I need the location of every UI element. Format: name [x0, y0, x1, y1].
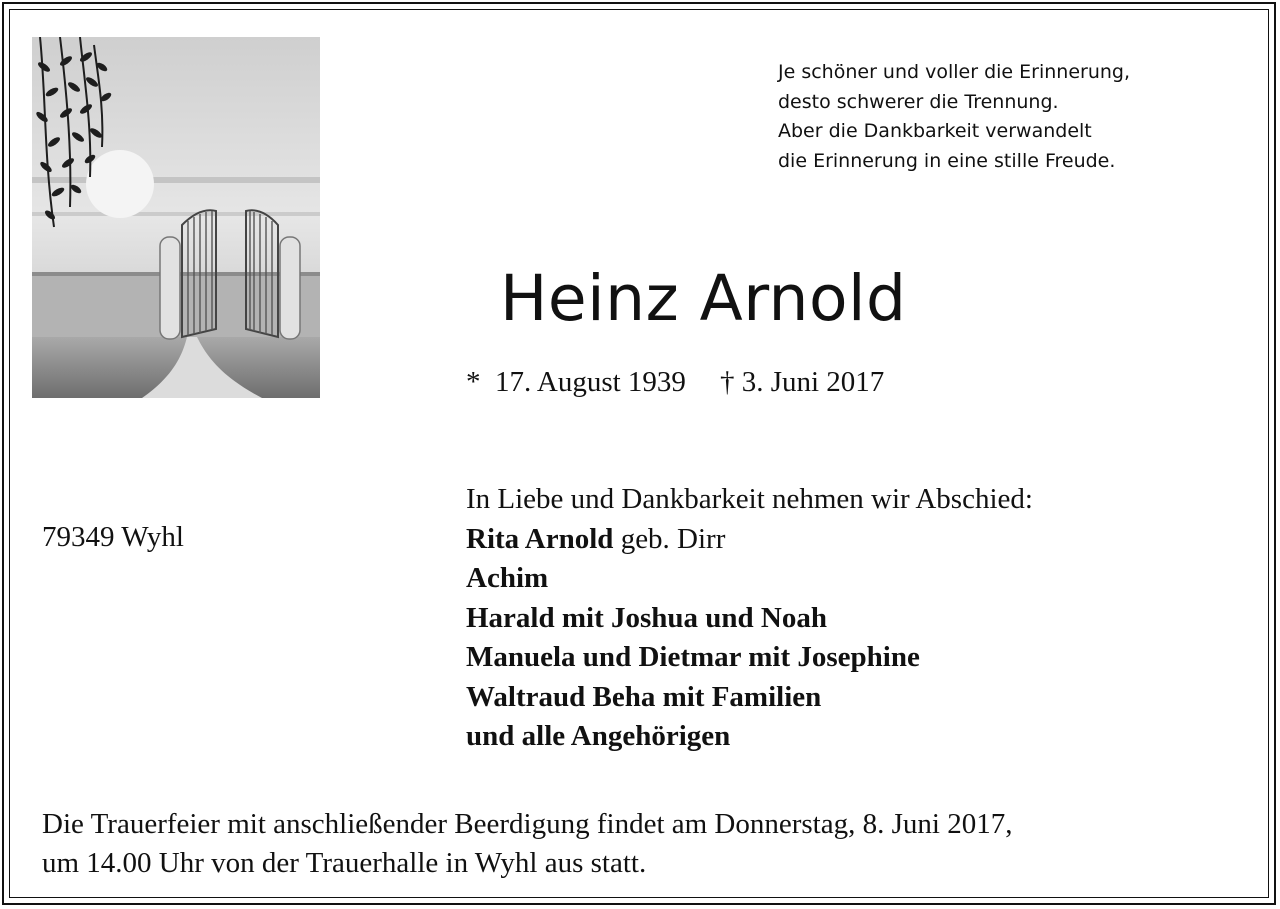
- notice-line: um 14.00 Uhr von der Trauerhalle in Wyhl aus statt.: [42, 847, 647, 879]
- mourners-intro: In Liebe und Dankbarkeit nehmen wir Abschied:: [466, 483, 1033, 515]
- death-date: 3. Juni 2017: [741, 366, 885, 398]
- memorial-quote: [778, 58, 1248, 176]
- funeral-notice: [42, 805, 1242, 883]
- mourners-list: [466, 480, 1033, 757]
- list-item: [466, 520, 1033, 560]
- mourner-name: Rita Arnold: [466, 522, 614, 555]
- list-item: und alle Angehörigen: [466, 720, 731, 752]
- location: 79349 Wyhl: [42, 521, 184, 553]
- death-symbol: †: [719, 366, 735, 398]
- life-dates: [466, 366, 884, 399]
- notice-line: Die Trauerfeier mit anschließender Beerdigung findet am Donnerstag, 8. Juni 2017,: [42, 808, 1013, 840]
- memorial-image-gate: [32, 37, 320, 398]
- quote-line: Je schöner und voller die Erinnerung,: [778, 61, 1131, 83]
- birth-symbol: *: [466, 366, 481, 398]
- list-item: Waltraud Beha mit Familien: [466, 680, 822, 713]
- quote-line: die Erinnerung in eine stille Freude.: [778, 149, 1116, 172]
- deceased-name: Heinz Arnold: [500, 262, 907, 335]
- birth-date: 17. August 1939: [495, 366, 686, 398]
- mourner-maiden-name: geb. Dirr: [613, 522, 726, 555]
- quote-line: Aber die Dankbarkeit verwandelt: [778, 120, 1092, 142]
- quote-line: desto schwerer die Trennung.: [778, 90, 1059, 113]
- list-item: Achim: [466, 562, 549, 594]
- list-item: Harald mit Joshua und Noah: [466, 601, 827, 634]
- list-item: Manuela und Dietmar mit Josephine: [466, 641, 920, 673]
